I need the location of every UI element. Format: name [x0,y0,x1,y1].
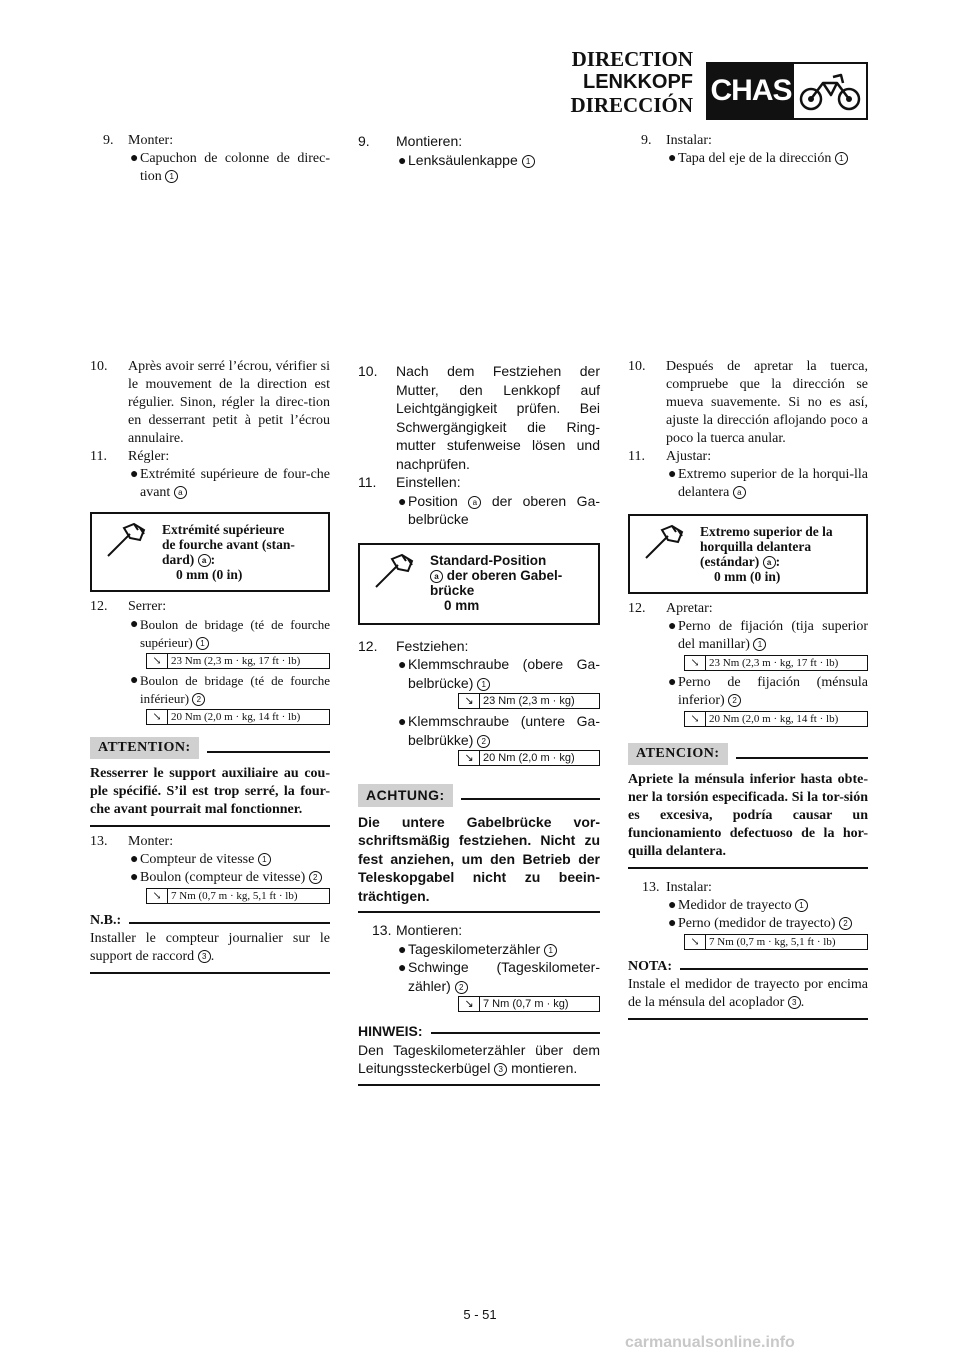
list-item: ● Boulon de bridage (té de fourche inférieur) 2 [130,673,330,706]
torque-wrench-icon: ↘ [147,654,168,668]
torque-spec: ↘ 20 Nm (2,0 m · kg) [458,750,600,766]
note-header: N.B.: [90,912,330,930]
step-10: 10. Después de apretar la tuerca, compruebe que la dirección se mueva suavemente. Si no es así, ajuste la dirección aflojando poco a poco la tuerca anular. [628,359,868,446]
list-item: ● Tapa del eje de la dirección 1 [628,150,868,168]
list-item: ● Klemmschraube (untere Ga-belbrükke) 2 [398,713,600,748]
torque-wrench-icon: ↘ [147,710,168,724]
torque-spec: ↘ 23 Nm (2,3 m · kg, 17 ft · lb) [684,655,868,671]
step-10: 10. Après avoir serré l’écrou, vérifier si le mouvement de la direction est régulier. Sinon, régler la direc-tion en desserrant petit à petit l’écrou annulaire. [90,359,330,446]
warning-header: ATENCION: [628,743,868,765]
torque-wrench-icon: ↘ [147,889,168,903]
torque-spec: ↘ 23 Nm (2,3 m · kg) [458,693,600,709]
warning-text: Resserrer le support auxiliaire au cou-ple spécifié. S’il est trop serré, la four-che avant pourrait mal fonctionner. [90,765,330,827]
title-fr: DIRECTION [571,47,693,71]
list-item: ● Position a der oberen Ga-belbrücke [398,492,601,527]
list-item: ● Klemmschraube (obere Ga-belbrücke) 1 [398,656,600,691]
wrench-spec-icon [360,545,430,623]
watermark: carmanualsonline.info [625,1334,795,1351]
list-item: ● Schwinge (Tageskilometer-zähler) 2 [398,959,600,994]
note-text: Instale el medidor de trayecto por encima de la ménsula del acoplador 3 . [628,976,868,1020]
page-number: 5 - 51 [463,1307,497,1322]
torque-wrench-icon: ↘ [459,997,480,1011]
list-item: ● Perno (medidor de trayecto) 2 [628,915,868,933]
list-item: ● Perno de fijación (tija superior del manillar) 1 [668,619,868,652]
torque-wrench-icon: ↘ [685,712,706,726]
list-item: ● Compteur de vitesse 1 [90,851,330,869]
step-9: 9. Montieren: [358,133,463,149]
warning-text: Die untere Gabelbrücke vor-schriftsmäßig festziehen. Nicht zu fest anziehen, um den Betrieb der Teleskopgabel nicht zu beein-trächtigen. [358,813,600,914]
step-12: 12. Festziehen: [358,637,469,654]
list-item: ● Boulon (compteur de vitesse) 2 [90,869,330,887]
title-es: DIRECCIÓN [570,93,693,117]
step-12: 12. Apretar: [628,601,713,616]
torque-spec: ↘ 7 Nm (0,7 m · kg) [458,996,600,1012]
column-german [358,132,600,1086]
torque-wrench-icon: ↘ [685,935,706,949]
torque-spec: ↘ 20 Nm (2,0 m · kg, 14 ft · lb) [146,709,330,725]
torque-wrench-icon: ↘ [459,751,480,765]
step-11: 11. Einstellen: [358,474,461,490]
wrench-spec-icon [630,516,700,592]
list-item: ● Extremo superior de la horqui-lla delantera a [668,467,868,500]
torque-spec: ↘ 7 Nm (0,7 m · kg, 5,1 ft · lb) [146,888,330,904]
note-header: NOTA: [628,958,868,976]
step-11: 11. Régler: [90,449,170,464]
column-spanish [628,132,868,1020]
warning-header: ATTENTION: [90,737,330,759]
wrench-spec-icon [92,514,162,590]
list-item: ● Extrémité supérieure de four-che avant a [130,467,330,500]
torque-wrench-icon: ↘ [685,656,706,670]
column-french [90,132,330,974]
section-titles [570,48,693,117]
step-10: 10. Nach dem Festziehen der Mutter, den Lenkkopf auf Leichtgängigkeit prüfen. Bei Schwergängigkeit die Ring-mutter stufenweise lösen und nachprüfen. [358,363,600,472]
step-9: 9. Monter: [103,133,174,148]
step-11: 11. Ajustar: [628,449,712,464]
list-item: ● Capuchon de colonne de direc-tion 1 [130,151,330,184]
badge-label: CHAS [708,64,794,118]
note-text: Installer le compteur journalier sur le support de raccord 3 . [90,930,330,974]
list-item: ● Lenksäulenkappe 1 [358,151,600,170]
title-de: LENKKOPF [583,71,693,93]
list-item: ● Medidor de trayecto 1 [628,897,868,915]
warning-header: ACHTUNG: [358,784,600,807]
spec-box: Standard-Position a der oberen Gabel- brücke 0 mm [358,543,600,625]
step-13: 13. Montieren: [372,922,463,938]
torque-spec: ↘ 23 Nm (2,3 m · kg, 17 ft · lb) [146,653,330,669]
warning-text: Apriete la ménsula inferior hasta obte-ner la torsión especificada. Si la tor-sión es excesiva, podría causar un funcionamiento defectuoso de la hor-quilla delantera. [628,771,868,869]
torque-spec: ↘ 7 Nm (0,7 m · kg, 5,1 ft · lb) [684,934,868,950]
list-item: ● Perno de fijación (ménsula inferior) 2 [668,675,868,708]
motorcycle-icon [794,64,866,118]
spec-box: Extrémité supérieure de fourche avant (stan- dard) a : 0 mm (0 in) [90,512,330,592]
note-text: Den Tageskilometerzähler über dem Leitungssteckerbügel 3 montieren. [358,1041,600,1086]
step-13: 13. Monter: [90,834,174,849]
note-header: HINWEIS: [358,1022,600,1041]
torque-wrench-icon: ↘ [459,694,480,708]
step-12: 12. Serrer: [90,599,167,614]
step-9: 9. Instalar: [641,133,712,148]
list-item: ● Tageskilometerzähler 1 [358,940,600,959]
step-13: 13. Instalar: [642,880,712,895]
section-badge [706,62,868,120]
torque-spec: ↘ 20 Nm (2,0 m · kg, 14 ft · lb) [684,711,868,727]
list-item: ● Boulon de bridage (té de fourche supérieur) 1 [130,617,330,650]
spec-box: Extremo superior de la horquilla delantera (estándar) a : 0 mm (0 in) [628,514,868,594]
